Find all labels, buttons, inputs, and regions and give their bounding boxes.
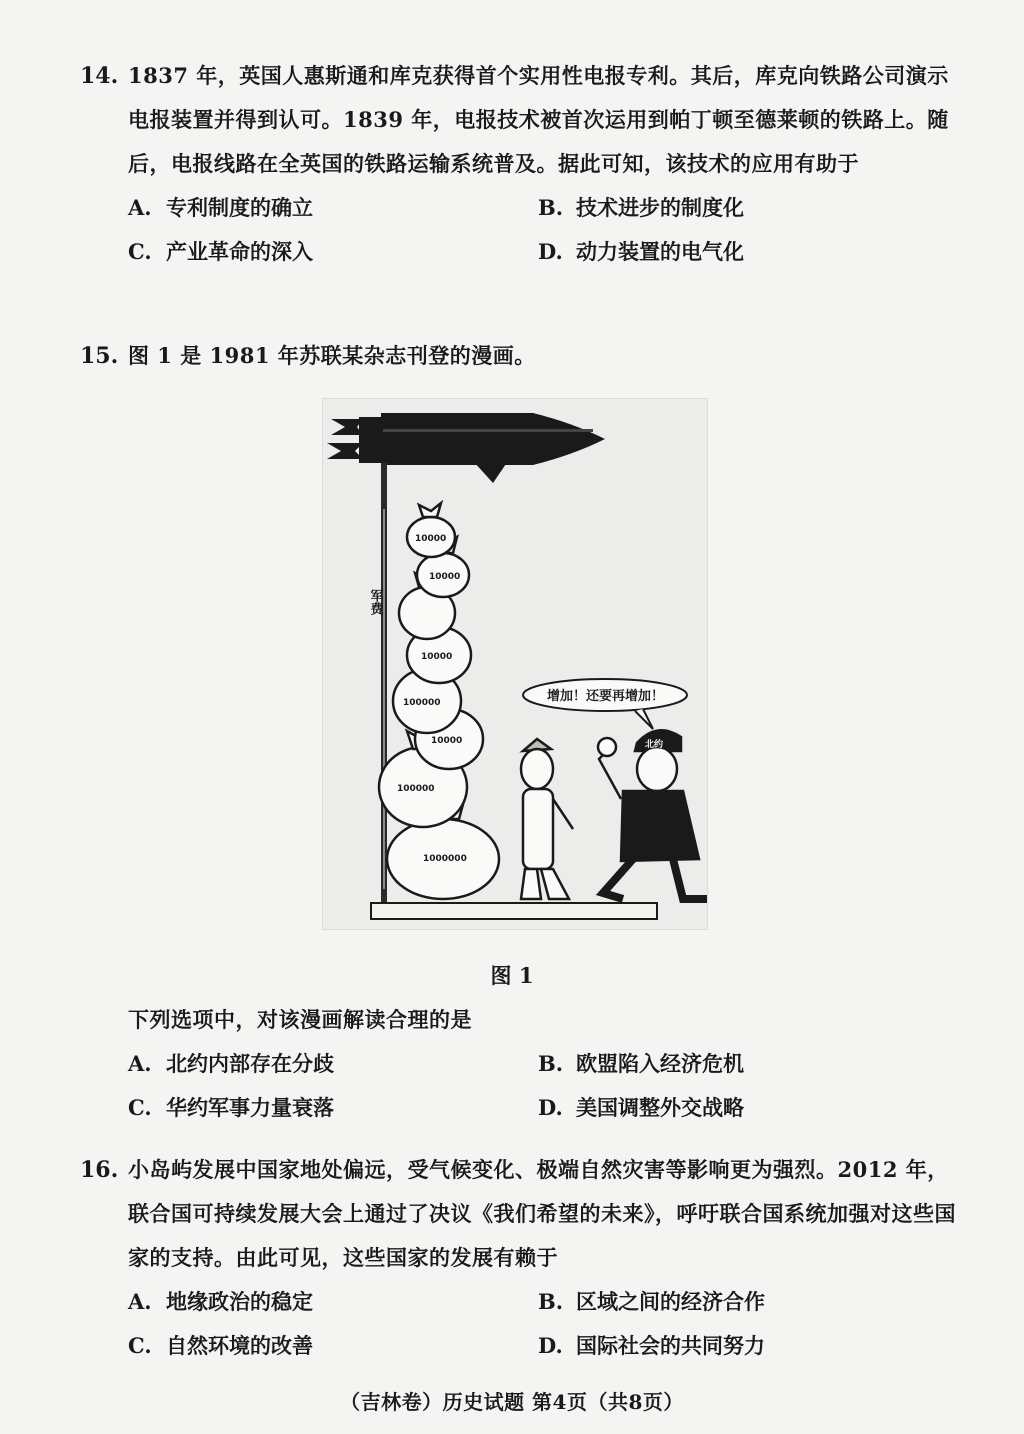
option-d[interactable]: D. 动力装置的电气化 — [538, 239, 744, 264]
cartoon-figure — [322, 398, 708, 930]
option-a[interactable]: A. 专利制度的确立 — [128, 195, 313, 220]
soldier-figure-icon — [521, 739, 573, 899]
bag-label: 10000 — [421, 652, 453, 662]
option-b[interactable]: B. 欧盟陷入经济危机 — [538, 1051, 744, 1076]
page-footer: （吉林卷）历史试题 第4页（共8页） — [340, 1390, 684, 1414]
option-a[interactable]: A. 地缘政治的稳定 — [128, 1289, 313, 1314]
option-d[interactable]: D. 美国调整外交战略 — [538, 1095, 744, 1120]
question-number: 14. — [80, 63, 119, 89]
option-c[interactable]: C. 华约军事力量衰落 — [128, 1095, 334, 1120]
question-stem: 小岛屿发展中国家地处偏远，受气候变化、极端自然灾害等影响更为强烈。2012 年，联合国可持续发展大会上通过了决议《我们希望的未来》，呼吁联合国系统加强对这些国家的支持。由此可见，这些国家的发展有赖于 — [128, 1157, 956, 1270]
question-intro: 图 1 是 1981 年苏联某杂志刊登的漫画。 — [128, 343, 536, 368]
helmet-label: 北约 — [645, 740, 664, 750]
rocket-icon — [327, 413, 605, 483]
pole-label: 军费 — [367, 589, 383, 615]
question-15 — [80, 334, 960, 378]
base-icon — [371, 903, 657, 919]
option-d[interactable]: D. 国际社会的共同努力 — [538, 1333, 765, 1358]
bag-label: 100000 — [403, 698, 441, 708]
bag-label: 100000 — [397, 784, 435, 794]
option-b[interactable]: B. 区域之间的经济合作 — [538, 1289, 765, 1314]
figure-caption: 图 1 — [490, 963, 534, 988]
speech-bubble — [523, 679, 687, 729]
option-c[interactable]: C. 自然环境的改善 — [128, 1333, 313, 1358]
nato-figure-icon — [598, 730, 707, 899]
cartoon-illustration — [323, 399, 707, 929]
option-b[interactable]: B. 技术进步的制度化 — [538, 195, 744, 220]
question-number: 16. — [80, 1157, 119, 1183]
options — [128, 1280, 960, 1368]
question-stem: 1837 年，英国人惠斯通和库克获得首个实用性电报专利。其后，库克向铁路公司演示电报装置并得到认可。1839 年，电报技术被首次运用到帕丁顿至德莱顿的铁路上。随后，电报线路在全英国的铁路运输系统普及。据此可知，该技术的应用有助于 — [128, 63, 949, 176]
question-16 — [80, 1148, 960, 1368]
bag-label: 1000000 — [423, 854, 467, 864]
option-c[interactable]: C. 产业革命的深入 — [128, 239, 313, 264]
option-a[interactable]: A. 北约内部存在分歧 — [128, 1051, 334, 1076]
question-14 — [80, 54, 960, 274]
options — [128, 186, 960, 274]
question-15-options — [80, 998, 960, 1130]
bag-label: 10000 — [415, 534, 447, 544]
speech-text: 增加！还要再增加！ — [547, 689, 665, 704]
question-number: 15. — [80, 343, 119, 369]
options — [128, 1042, 960, 1130]
question-followup: 下列选项中，对该漫画解读合理的是 — [128, 1007, 472, 1032]
bag-label: 10000 — [429, 572, 461, 582]
bag-label: 10000 — [431, 736, 463, 746]
